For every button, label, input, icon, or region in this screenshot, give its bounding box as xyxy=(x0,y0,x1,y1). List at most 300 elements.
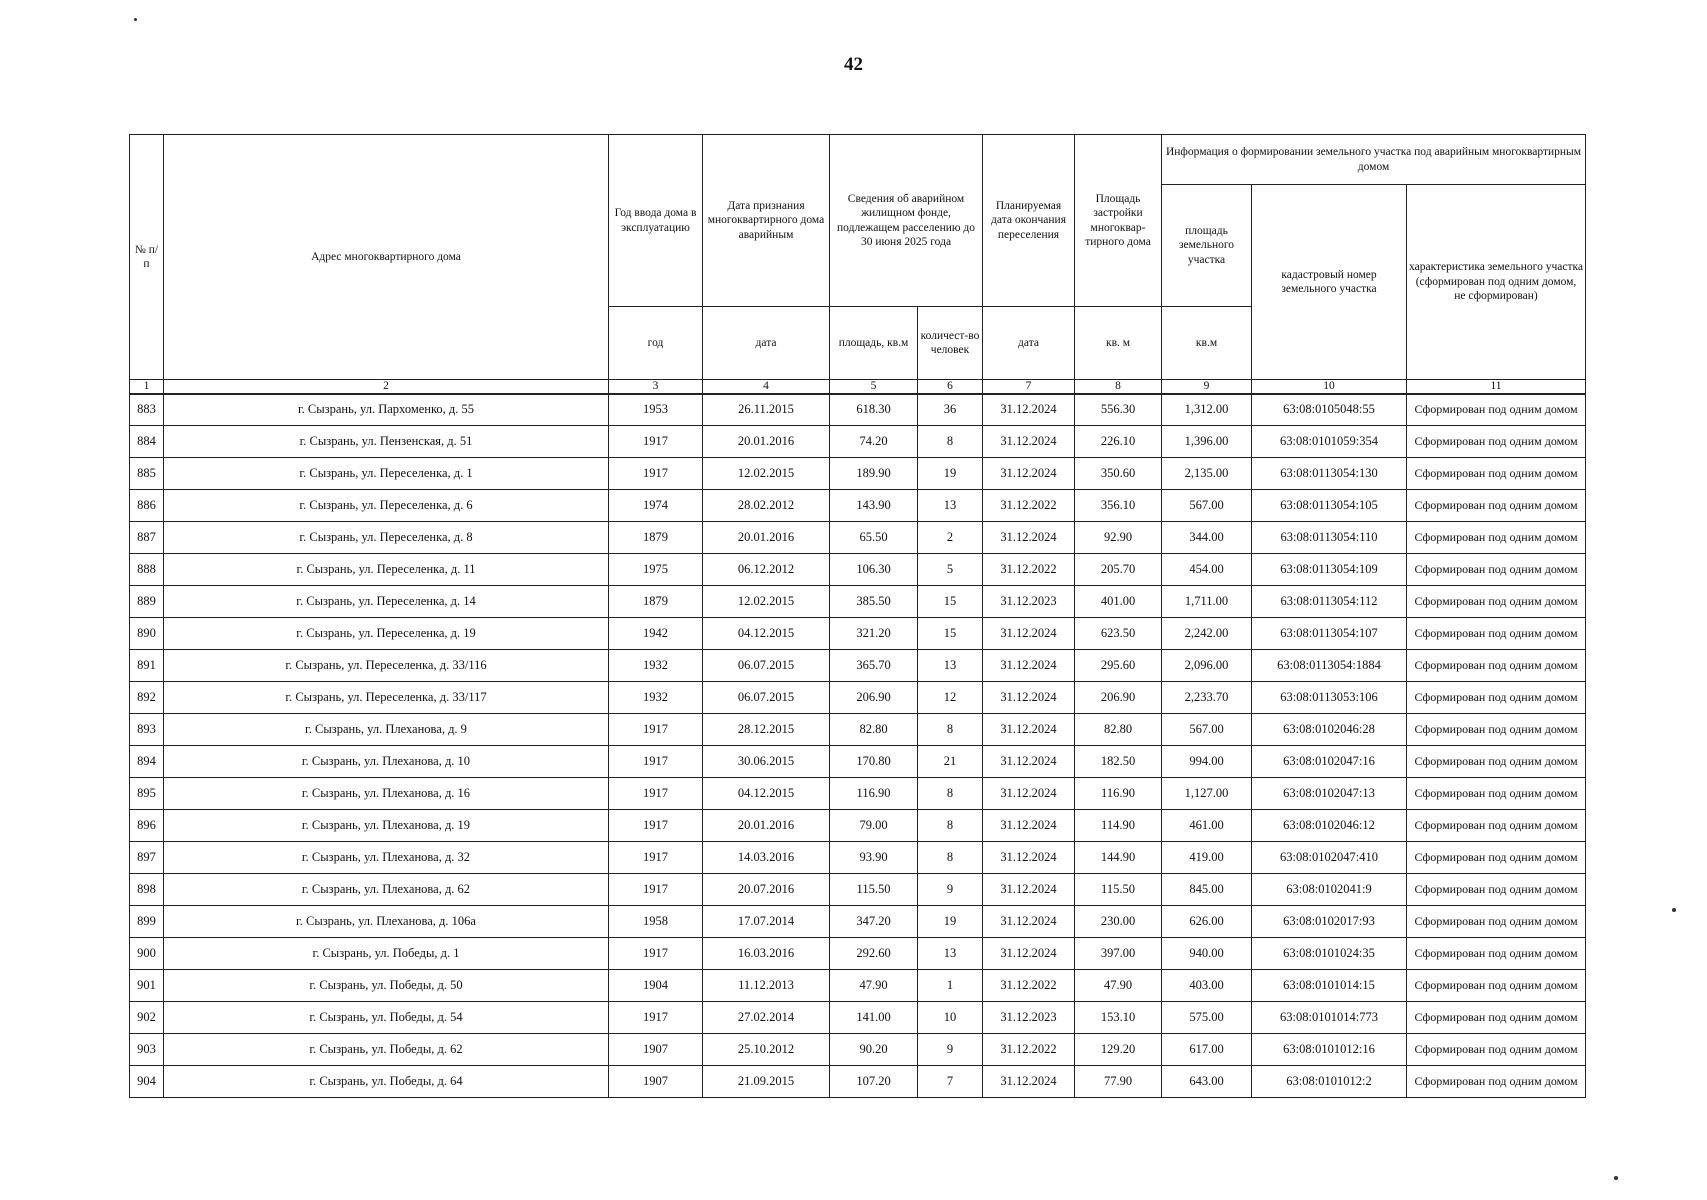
row-address: г. Сызрань, ул. Плеханова, д. 32 xyxy=(164,842,609,874)
row-cadastral-number: 63:08:0113053:106 xyxy=(1252,682,1407,714)
row-year: 1932 xyxy=(609,650,703,682)
header-cadastral: кадастровый номер земельного участка xyxy=(1252,185,1407,380)
row-land-area: 567.00 xyxy=(1162,714,1252,746)
row-fund-area: 115.50 xyxy=(830,874,918,906)
row-number: 883 xyxy=(130,394,164,426)
unit-built-area: кв. м xyxy=(1075,307,1162,380)
row-fund-area: 107.20 xyxy=(830,1066,918,1098)
row-built-area: 226.10 xyxy=(1075,426,1162,458)
row-people-count: 12 xyxy=(918,682,983,714)
row-number: 899 xyxy=(130,906,164,938)
row-planned-date: 31.12.2024 xyxy=(983,426,1075,458)
row-recognized-date: 06.12.2012 xyxy=(703,554,830,586)
row-land-area: 461.00 xyxy=(1162,810,1252,842)
row-address: г. Сызрань, ул. Переселенка, д. 6 xyxy=(164,490,609,522)
row-fund-area: 143.90 xyxy=(830,490,918,522)
row-year: 1917 xyxy=(609,426,703,458)
row-address: г. Сызрань, ул. Переселенка, д. 1 xyxy=(164,458,609,490)
row-fund-area: 82.80 xyxy=(830,714,918,746)
row-planned-date: 31.12.2024 xyxy=(983,618,1075,650)
row-planned-date: 31.12.2024 xyxy=(983,842,1075,874)
row-land-status: Сформирован под одним домом xyxy=(1407,874,1586,906)
row-built-area: 206.90 xyxy=(1075,682,1162,714)
row-recognized-date: 04.12.2015 xyxy=(703,618,830,650)
row-recognized-date: 20.01.2016 xyxy=(703,522,830,554)
row-recognized-date: 20.07.2016 xyxy=(703,874,830,906)
row-number: 889 xyxy=(130,586,164,618)
row-cadastral-number: 63:08:0113054:109 xyxy=(1252,554,1407,586)
header-recognized: Дата признания многоквартирного дома аварийным xyxy=(703,135,830,307)
emergency-housing-table xyxy=(129,134,1586,1098)
row-people-count: 8 xyxy=(918,426,983,458)
row-people-count: 8 xyxy=(918,778,983,810)
row-number: 891 xyxy=(130,650,164,682)
table-row xyxy=(130,874,1586,906)
row-cadastral-number: 63:08:0101024:35 xyxy=(1252,938,1407,970)
row-people-count: 7 xyxy=(918,1066,983,1098)
table-row xyxy=(130,746,1586,778)
row-land-area: 1,396.00 xyxy=(1162,426,1252,458)
row-fund-area: 292.60 xyxy=(830,938,918,970)
row-year: 1953 xyxy=(609,394,703,426)
row-people-count: 13 xyxy=(918,490,983,522)
row-cadastral-number: 63:08:0113054:112 xyxy=(1252,586,1407,618)
row-built-area: 350.60 xyxy=(1075,458,1162,490)
row-planned-date: 31.12.2024 xyxy=(983,650,1075,682)
row-address: г. Сызрань, ул. Пензенская, д. 51 xyxy=(164,426,609,458)
row-planned-date: 31.12.2024 xyxy=(983,874,1075,906)
row-recognized-date: 06.07.2015 xyxy=(703,650,830,682)
row-fund-area: 79.00 xyxy=(830,810,918,842)
scan-speck xyxy=(1614,1176,1618,1180)
row-planned-date: 31.12.2024 xyxy=(983,522,1075,554)
row-address: г. Сызрань, ул. Переселенка, д. 14 xyxy=(164,586,609,618)
unit-recognized: дата xyxy=(703,307,830,380)
col-number: 2 xyxy=(164,380,609,394)
row-built-area: 115.50 xyxy=(1075,874,1162,906)
row-built-area: 116.90 xyxy=(1075,778,1162,810)
row-address: г. Сызрань, ул. Плеханова, д. 106а xyxy=(164,906,609,938)
row-number: 904 xyxy=(130,1066,164,1098)
row-year: 1917 xyxy=(609,458,703,490)
header-land-char: характеристика земельного участка (сформирован под одним домом, не сформирован) xyxy=(1407,185,1586,380)
row-cadastral-number: 63:08:0113054:130 xyxy=(1252,458,1407,490)
row-people-count: 9 xyxy=(918,874,983,906)
row-planned-date: 31.12.2024 xyxy=(983,682,1075,714)
row-land-area: 940.00 xyxy=(1162,938,1252,970)
row-built-area: 144.90 xyxy=(1075,842,1162,874)
row-address: г. Сызрань, ул. Плеханова, д. 16 xyxy=(164,778,609,810)
row-land-area: 419.00 xyxy=(1162,842,1252,874)
row-land-status: Сформирован под одним домом xyxy=(1407,714,1586,746)
table-body xyxy=(130,394,1586,1098)
row-year: 1932 xyxy=(609,682,703,714)
row-address: г. Сызрань, ул. Плеханова, д. 9 xyxy=(164,714,609,746)
row-recognized-date: 25.10.2012 xyxy=(703,1034,830,1066)
row-address: г. Сызрань, ул. Победы, д. 50 xyxy=(164,970,609,1002)
row-land-area: 454.00 xyxy=(1162,554,1252,586)
header-address: Адрес многоквартирного дома xyxy=(164,135,609,380)
row-planned-date: 31.12.2024 xyxy=(983,810,1075,842)
row-recognized-date: 26.11.2015 xyxy=(703,394,830,426)
row-number: 897 xyxy=(130,842,164,874)
row-number: 893 xyxy=(130,714,164,746)
row-built-area: 114.90 xyxy=(1075,810,1162,842)
row-number: 902 xyxy=(130,1002,164,1034)
unit-fund-people: количест-во человек xyxy=(918,307,983,380)
header-land-info: Информация о формировании земельного участка под аварийным многоквартирным домом xyxy=(1162,135,1586,185)
row-land-status: Сформирован под одним домом xyxy=(1407,746,1586,778)
row-recognized-date: 20.01.2016 xyxy=(703,810,830,842)
row-land-status: Сформирован под одним домом xyxy=(1407,810,1586,842)
row-recognized-date: 12.02.2015 xyxy=(703,458,830,490)
row-number: 887 xyxy=(130,522,164,554)
row-year: 1907 xyxy=(609,1034,703,1066)
row-planned-date: 31.12.2024 xyxy=(983,394,1075,426)
row-people-count: 21 xyxy=(918,746,983,778)
row-land-area: 2,242.00 xyxy=(1162,618,1252,650)
row-year: 1917 xyxy=(609,938,703,970)
row-cadastral-number: 63:08:0101014:15 xyxy=(1252,970,1407,1002)
row-people-count: 19 xyxy=(918,906,983,938)
row-number: 896 xyxy=(130,810,164,842)
row-address: г. Сызрань, ул. Победы, д. 1 xyxy=(164,938,609,970)
row-recognized-date: 20.01.2016 xyxy=(703,426,830,458)
row-built-area: 82.80 xyxy=(1075,714,1162,746)
row-land-status: Сформирован под одним домом xyxy=(1407,426,1586,458)
row-cadastral-number: 63:08:0102047:13 xyxy=(1252,778,1407,810)
row-number: 903 xyxy=(130,1034,164,1066)
col-number: 8 xyxy=(1075,380,1162,394)
row-recognized-date: 28.12.2015 xyxy=(703,714,830,746)
row-cadastral-number: 63:08:0101012:2 xyxy=(1252,1066,1407,1098)
row-number: 901 xyxy=(130,970,164,1002)
row-address: г. Сызрань, ул. Переселенка, д. 11 xyxy=(164,554,609,586)
row-people-count: 15 xyxy=(918,618,983,650)
row-year: 1974 xyxy=(609,490,703,522)
row-built-area: 295.60 xyxy=(1075,650,1162,682)
row-land-status: Сформирован под одним домом xyxy=(1407,1066,1586,1098)
row-fund-area: 206.90 xyxy=(830,682,918,714)
row-cadastral-number: 63:08:0102047:410 xyxy=(1252,842,1407,874)
row-land-area: 1,312.00 xyxy=(1162,394,1252,426)
row-land-area: 626.00 xyxy=(1162,906,1252,938)
table-row xyxy=(130,906,1586,938)
row-fund-area: 90.20 xyxy=(830,1034,918,1066)
table-row xyxy=(130,554,1586,586)
row-land-area: 845.00 xyxy=(1162,874,1252,906)
row-land-area: 575.00 xyxy=(1162,1002,1252,1034)
row-year: 1917 xyxy=(609,714,703,746)
table-row xyxy=(130,714,1586,746)
row-address: г. Сызрань, ул. Победы, д. 64 xyxy=(164,1066,609,1098)
row-planned-date: 31.12.2024 xyxy=(983,746,1075,778)
row-land-status: Сформирован под одним домом xyxy=(1407,778,1586,810)
row-cadastral-number: 63:08:0101014:773 xyxy=(1252,1002,1407,1034)
row-built-area: 47.90 xyxy=(1075,970,1162,1002)
row-fund-area: 74.20 xyxy=(830,426,918,458)
row-planned-date: 31.12.2024 xyxy=(983,778,1075,810)
row-built-area: 205.70 xyxy=(1075,554,1162,586)
row-land-area: 1,711.00 xyxy=(1162,586,1252,618)
row-recognized-date: 30.06.2015 xyxy=(703,746,830,778)
row-recognized-date: 11.12.2013 xyxy=(703,970,830,1002)
row-people-count: 36 xyxy=(918,394,983,426)
row-people-count: 8 xyxy=(918,810,983,842)
row-fund-area: 116.90 xyxy=(830,778,918,810)
row-fund-area: 365.70 xyxy=(830,650,918,682)
row-people-count: 5 xyxy=(918,554,983,586)
row-fund-area: 47.90 xyxy=(830,970,918,1002)
row-year: 1879 xyxy=(609,522,703,554)
row-year: 1942 xyxy=(609,618,703,650)
row-built-area: 77.90 xyxy=(1075,1066,1162,1098)
row-address: г. Сызрань, ул. Плеханова, д. 10 xyxy=(164,746,609,778)
col-number: 7 xyxy=(983,380,1075,394)
row-recognized-date: 12.02.2015 xyxy=(703,586,830,618)
table-row xyxy=(130,970,1586,1002)
row-land-area: 994.00 xyxy=(1162,746,1252,778)
table-row xyxy=(130,682,1586,714)
col-number: 6 xyxy=(918,380,983,394)
row-land-area: 567.00 xyxy=(1162,490,1252,522)
table-row xyxy=(130,938,1586,970)
row-land-status: Сформирован под одним домом xyxy=(1407,650,1586,682)
row-year: 1917 xyxy=(609,874,703,906)
header-land-area: площадь земельного участка xyxy=(1162,185,1252,307)
row-people-count: 13 xyxy=(918,650,983,682)
row-fund-area: 141.00 xyxy=(830,1002,918,1034)
col-number: 5 xyxy=(830,380,918,394)
row-people-count: 13 xyxy=(918,938,983,970)
row-built-area: 623.50 xyxy=(1075,618,1162,650)
row-fund-area: 65.50 xyxy=(830,522,918,554)
row-land-status: Сформирован под одним домом xyxy=(1407,522,1586,554)
scan-speck xyxy=(134,18,137,21)
row-cadastral-number: 63:08:0105048:55 xyxy=(1252,394,1407,426)
table-header xyxy=(130,135,1586,394)
row-built-area: 153.10 xyxy=(1075,1002,1162,1034)
row-built-area: 401.00 xyxy=(1075,586,1162,618)
col-number: 4 xyxy=(703,380,830,394)
table-row xyxy=(130,490,1586,522)
row-cadastral-number: 63:08:0113054:110 xyxy=(1252,522,1407,554)
table-row xyxy=(130,1002,1586,1034)
row-cadastral-number: 63:08:0102046:12 xyxy=(1252,810,1407,842)
row-address: г. Сызрань, ул. Пархоменко, д. 55 xyxy=(164,394,609,426)
row-built-area: 92.90 xyxy=(1075,522,1162,554)
col-number: 1 xyxy=(130,380,164,394)
row-planned-date: 31.12.2022 xyxy=(983,1034,1075,1066)
row-recognized-date: 16.03.2016 xyxy=(703,938,830,970)
row-built-area: 182.50 xyxy=(1075,746,1162,778)
row-year: 1879 xyxy=(609,586,703,618)
row-year: 1907 xyxy=(609,1066,703,1098)
row-built-area: 230.00 xyxy=(1075,906,1162,938)
row-fund-area: 170.80 xyxy=(830,746,918,778)
row-cadastral-number: 63:08:0102047:16 xyxy=(1252,746,1407,778)
row-fund-area: 385.50 xyxy=(830,586,918,618)
table-row xyxy=(130,618,1586,650)
row-land-status: Сформирован под одним домом xyxy=(1407,554,1586,586)
row-cadastral-number: 63:08:0101012:16 xyxy=(1252,1034,1407,1066)
row-address: г. Сызрань, ул. Плеханова, д. 62 xyxy=(164,874,609,906)
row-land-status: Сформирован под одним домом xyxy=(1407,682,1586,714)
unit-fund-area: площадь, кв.м xyxy=(830,307,918,380)
row-land-status: Сформирован под одним домом xyxy=(1407,906,1586,938)
row-land-area: 2,135.00 xyxy=(1162,458,1252,490)
row-people-count: 9 xyxy=(918,1034,983,1066)
row-year: 1917 xyxy=(609,842,703,874)
header-year: Год ввода дома в эксплуатацию xyxy=(609,135,703,307)
row-land-status: Сформирован под одним домом xyxy=(1407,938,1586,970)
row-fund-area: 618.30 xyxy=(830,394,918,426)
row-planned-date: 31.12.2024 xyxy=(983,938,1075,970)
row-land-status: Сформирован под одним домом xyxy=(1407,970,1586,1002)
row-land-status: Сформирован под одним домом xyxy=(1407,1002,1586,1034)
row-recognized-date: 28.02.2012 xyxy=(703,490,830,522)
row-cadastral-number: 63:08:0102041:9 xyxy=(1252,874,1407,906)
col-number: 3 xyxy=(609,380,703,394)
row-number: 888 xyxy=(130,554,164,586)
table-row xyxy=(130,1034,1586,1066)
header-planned: Планируемая дата окончания переселения xyxy=(983,135,1075,307)
row-land-area: 643.00 xyxy=(1162,1066,1252,1098)
row-people-count: 8 xyxy=(918,842,983,874)
header-fund: Сведения об аварийном жилищном фонде, подлежащем расселению до 30 июня 2025 года xyxy=(830,135,983,307)
table-row xyxy=(130,394,1586,426)
row-planned-date: 31.12.2024 xyxy=(983,906,1075,938)
unit-land-area: кв.м xyxy=(1162,307,1252,380)
row-land-area: 403.00 xyxy=(1162,970,1252,1002)
row-number: 884 xyxy=(130,426,164,458)
row-year: 1917 xyxy=(609,810,703,842)
row-address: г. Сызрань, ул. Переселенка, д. 8 xyxy=(164,522,609,554)
row-cadastral-number: 63:08:0102046:28 xyxy=(1252,714,1407,746)
row-land-area: 2,096.00 xyxy=(1162,650,1252,682)
col-number: 10 xyxy=(1252,380,1407,394)
row-fund-area: 106.30 xyxy=(830,554,918,586)
row-fund-area: 93.90 xyxy=(830,842,918,874)
row-people-count: 2 xyxy=(918,522,983,554)
row-planned-date: 31.12.2022 xyxy=(983,554,1075,586)
row-land-status: Сформирован под одним домом xyxy=(1407,458,1586,490)
row-land-status: Сформирован под одним домом xyxy=(1407,842,1586,874)
table-row xyxy=(130,458,1586,490)
row-planned-date: 31.12.2022 xyxy=(983,490,1075,522)
row-number: 892 xyxy=(130,682,164,714)
row-recognized-date: 14.03.2016 xyxy=(703,842,830,874)
row-planned-date: 31.12.2023 xyxy=(983,586,1075,618)
table-row xyxy=(130,586,1586,618)
row-address: г. Сызрань, ул. Победы, д. 54 xyxy=(164,1002,609,1034)
row-year: 1917 xyxy=(609,1002,703,1034)
header-built-area: Площадь застройки многоквар-тирного дома xyxy=(1075,135,1162,307)
row-land-status: Сформирован под одним домом xyxy=(1407,394,1586,426)
unit-planned: дата xyxy=(983,307,1075,380)
row-number: 898 xyxy=(130,874,164,906)
row-fund-area: 189.90 xyxy=(830,458,918,490)
row-recognized-date: 17.07.2014 xyxy=(703,906,830,938)
row-address: г. Сызрань, ул. Победы, д. 62 xyxy=(164,1034,609,1066)
row-cadastral-number: 63:08:0113054:1884 xyxy=(1252,650,1407,682)
row-year: 1975 xyxy=(609,554,703,586)
row-planned-date: 31.12.2023 xyxy=(983,1002,1075,1034)
row-land-area: 1,127.00 xyxy=(1162,778,1252,810)
row-land-status: Сформирован под одним домом xyxy=(1407,1034,1586,1066)
row-number: 890 xyxy=(130,618,164,650)
row-address: г. Сызрань, ул. Переселенка, д. 33/116 xyxy=(164,650,609,682)
row-year: 1904 xyxy=(609,970,703,1002)
row-built-area: 397.00 xyxy=(1075,938,1162,970)
header-num: № п/п xyxy=(130,135,164,380)
row-year: 1917 xyxy=(609,778,703,810)
row-built-area: 556.30 xyxy=(1075,394,1162,426)
row-cadastral-number: 63:08:0113054:105 xyxy=(1252,490,1407,522)
col-number: 11 xyxy=(1407,380,1586,394)
row-cadastral-number: 63:08:0113054:107 xyxy=(1252,618,1407,650)
row-built-area: 356.10 xyxy=(1075,490,1162,522)
row-land-area: 344.00 xyxy=(1162,522,1252,554)
row-fund-area: 321.20 xyxy=(830,618,918,650)
table-row xyxy=(130,650,1586,682)
row-number: 894 xyxy=(130,746,164,778)
row-planned-date: 31.12.2022 xyxy=(983,970,1075,1002)
table-row xyxy=(130,810,1586,842)
scan-speck xyxy=(1672,908,1676,912)
row-address: г. Сызрань, ул. Переселенка, д. 33/117 xyxy=(164,682,609,714)
row-cadastral-number: 63:08:0102017:93 xyxy=(1252,906,1407,938)
row-address: г. Сызрань, ул. Переселенка, д. 19 xyxy=(164,618,609,650)
row-planned-date: 31.12.2024 xyxy=(983,458,1075,490)
table-row xyxy=(130,426,1586,458)
page-number: 42 xyxy=(844,54,863,75)
row-land-status: Сформирован под одним домом xyxy=(1407,490,1586,522)
row-built-area: 129.20 xyxy=(1075,1034,1162,1066)
row-year: 1958 xyxy=(609,906,703,938)
row-recognized-date: 04.12.2015 xyxy=(703,778,830,810)
col-number: 9 xyxy=(1162,380,1252,394)
table-row xyxy=(130,522,1586,554)
row-people-count: 15 xyxy=(918,586,983,618)
row-number: 885 xyxy=(130,458,164,490)
row-people-count: 10 xyxy=(918,1002,983,1034)
row-recognized-date: 27.02.2014 xyxy=(703,1002,830,1034)
row-number: 886 xyxy=(130,490,164,522)
row-number: 895 xyxy=(130,778,164,810)
row-address: г. Сызрань, ул. Плеханова, д. 19 xyxy=(164,810,609,842)
row-land-area: 617.00 xyxy=(1162,1034,1252,1066)
row-recognized-date: 06.07.2015 xyxy=(703,682,830,714)
table-row xyxy=(130,778,1586,810)
row-planned-date: 31.12.2024 xyxy=(983,1066,1075,1098)
row-year: 1917 xyxy=(609,746,703,778)
unit-year: год xyxy=(609,307,703,380)
row-people-count: 8 xyxy=(918,714,983,746)
row-land-status: Сформирован под одним домом xyxy=(1407,618,1586,650)
table-row xyxy=(130,1066,1586,1098)
row-people-count: 19 xyxy=(918,458,983,490)
row-number: 900 xyxy=(130,938,164,970)
row-people-count: 1 xyxy=(918,970,983,1002)
row-cadastral-number: 63:08:0101059:354 xyxy=(1252,426,1407,458)
row-land-area: 2,233.70 xyxy=(1162,682,1252,714)
row-recognized-date: 21.09.2015 xyxy=(703,1066,830,1098)
row-land-status: Сформирован под одним домом xyxy=(1407,586,1586,618)
table-row xyxy=(130,842,1586,874)
row-fund-area: 347.20 xyxy=(830,906,918,938)
row-planned-date: 31.12.2024 xyxy=(983,714,1075,746)
